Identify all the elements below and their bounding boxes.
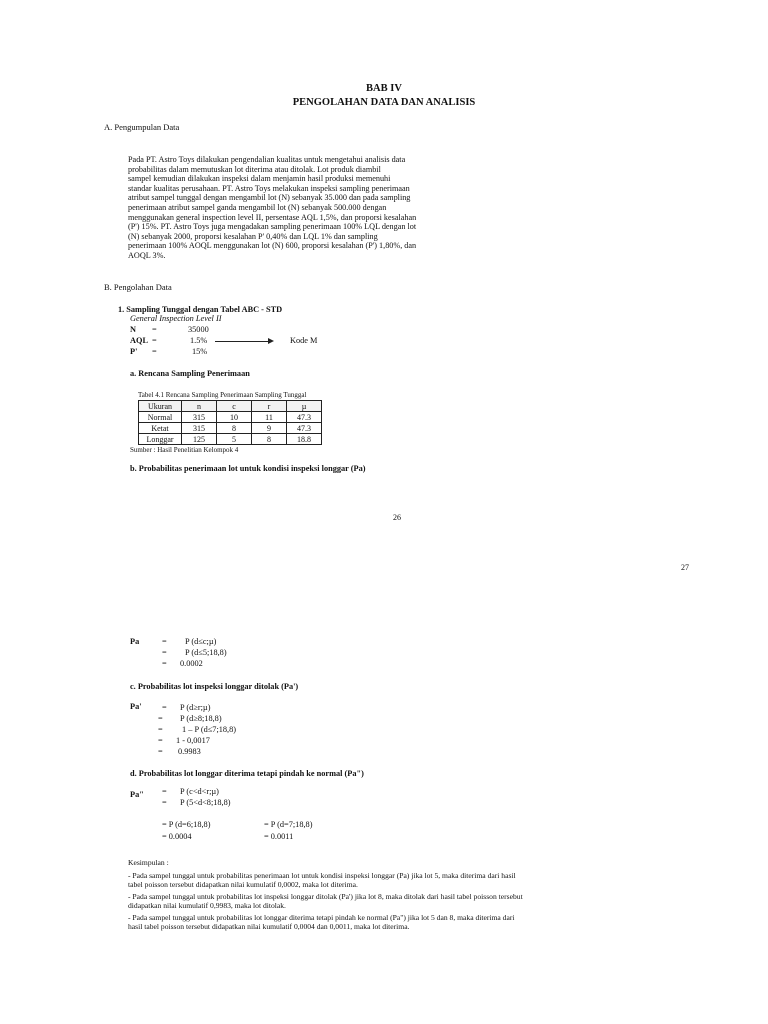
kesimpulan-item: - Pada sampel tunggal untuk probabilitas penerimaan lot untuk kondisi inspeksi longgar (Pa) jika lot 5, maka diterima dari hasil tabel poisson tersebut didapatkan nilai kumulatif 0,0002, maka lot diterima. <box>128 871 516 889</box>
param-label: N <box>130 325 136 334</box>
eq-sign: = <box>158 747 163 756</box>
calc-line: 0.0002 <box>180 659 203 668</box>
eq-sign: = <box>158 725 163 734</box>
paragraph-line: (N) sebanyak 2000, proporsi kesalahan P' 0,40% dan LQL 1% dan sampling <box>128 231 378 241</box>
calc-line: = 0.0004 <box>162 832 192 841</box>
rencana-heading: a. Rencana Sampling Penerimaan <box>130 369 250 378</box>
paragraph-line: Pada PT. Astro Toys dilakukan pengendalian kualitas untuk mengetahui analisis data <box>128 155 406 164</box>
pa1-label: Pa' <box>130 702 142 711</box>
calc-line: P (d≥r;µ) <box>180 703 211 712</box>
pa2-label: Pa" <box>130 790 144 799</box>
paragraph-line: probabilitas dalam memutuskan lot diterima atau ditolak. Lot produk diambil <box>128 164 381 174</box>
param-label: AQL <box>130 336 148 345</box>
table-cell: 10 <box>217 412 252 423</box>
paragraph-line: sampel kemudian dilakukan inspeksi dalam menjamin hasil produksi memenuhi <box>128 174 391 184</box>
calc-line: 1 - 0,0017 <box>176 736 210 745</box>
sampling-table <box>138 400 322 445</box>
kesimpulan-item: - Pada sampel tunggal untuk probabilitas lot inspeksi longgar ditolak (Pa') jika lot 8, maka ditolak dari hasil tabel poisson tersebut didapatkan nilai kumulatif 0,9983, maka lot ditolak. <box>128 892 523 910</box>
sub-heading-sampling-tunggal: 1. Sampling Tunggal dengan Tabel ABC - STD <box>118 305 283 314</box>
table-cell: 5 <box>217 434 252 445</box>
eq-sign: = <box>162 703 167 712</box>
eq-sign: = <box>162 637 167 646</box>
table-cell: 9 <box>252 423 287 434</box>
table-row <box>139 434 322 445</box>
table-cell: 47.3 <box>287 423 322 434</box>
param-eq: = <box>152 347 157 356</box>
table-cell: 125 <box>182 434 217 445</box>
calc-line: P (d≤5;18,8) <box>185 648 227 657</box>
table-cell: 8 <box>217 423 252 434</box>
eq-sign: = <box>162 798 167 807</box>
paragraph-line: AOQL 3%. <box>128 250 166 260</box>
section-a-heading: A. Pengumpulan Data <box>104 122 180 132</box>
calc-line: 0.9983 <box>178 747 201 756</box>
section-b-heading: B. Pengolahan Data <box>104 282 172 292</box>
table-cell: Ketat <box>139 423 182 434</box>
table-caption: Tabel 4.1 Rencana Sampling Penerimaan Sampling Tunggal <box>138 391 307 399</box>
table-cell: 315 <box>182 412 217 423</box>
arrow-right-icon <box>268 338 274 344</box>
eq-sign: = <box>162 648 167 657</box>
kesimpulan-item: - Pada sampel tunggal untuk probabilitas lot longgar diterima tetapi pindah ke normal (Pa") jika lot 5 dan 8, maka diterima dari hasil tabel poisson tersebut didapatkan nilai kumulatif 0,0004 dan 0,0011, maka lot diterima. <box>128 913 515 931</box>
table-cell: 47.3 <box>287 412 322 423</box>
calc-line: P (d≥8;18,8) <box>180 714 222 723</box>
paragraph-line: standar kualitas perusahaan. PT. Astro Toys melakukan inspeksi sampling penerimaan <box>128 183 410 193</box>
eq-sign: = <box>158 714 163 723</box>
paragraph-line: penerimaan atribut sampel ganda mengambil lot (N) sebanyak 500.000 dengan <box>128 202 387 212</box>
table-cell: Longgar <box>139 434 182 445</box>
calc-line: P (c<d<r;µ) <box>180 787 219 796</box>
eq-sign: = <box>162 659 167 668</box>
eq-sign: = <box>162 787 167 796</box>
calc-line: = P (d=7;18,8) <box>264 820 313 829</box>
section-a-paragraph <box>128 155 448 261</box>
page-title: PENGOLAHAN DATA DAN ANALISIS <box>292 97 476 108</box>
paragraph-line: (P') 15%. PT. Astro Toys juga mengadakan sampling penerimaan 100% LQL dengan lot <box>128 222 417 232</box>
calc-line: P (d≤c;µ) <box>185 637 217 646</box>
table-row <box>139 423 322 434</box>
calc-line: 1 – P (d≤7;18,8) <box>182 725 237 734</box>
page-number: 27 <box>681 563 689 572</box>
table-cell: Normal <box>139 412 182 423</box>
table-header: Ukuran <box>139 401 182 412</box>
table-header: n <box>182 401 217 412</box>
table-header: r <box>252 401 287 412</box>
inspection-level: General Inspection Level II <box>130 314 222 323</box>
pa-label: Pa <box>130 637 140 646</box>
kesimpulan-heading: Kesimpulan : <box>128 858 169 867</box>
kode-label: Kode M <box>290 336 318 345</box>
paragraph-line: atribut sampel tunggal dengan mengambil lot (N) sebanyak 35.000 dan pada sampling <box>128 193 411 203</box>
paragraph-line: penerimaan 100% AOQL menggunakan lot (N) 600, proporsi kesalahan (P') 1,80%, dan <box>128 241 417 251</box>
table-cell: 8 <box>252 434 287 445</box>
chapter-title: BAB IV <box>366 83 402 94</box>
table-cell: 315 <box>182 423 217 434</box>
param-eq: = <box>152 336 157 345</box>
table-header-row <box>139 401 322 412</box>
arrow-line <box>215 341 269 342</box>
paragraph-line: menggunakan general inspection level II, persentase AQL 1,5%, dan proporsi kesalahan <box>128 212 417 222</box>
param-value: 15% <box>192 347 208 356</box>
c-heading: c. Probabilitas lot inspeksi longgar ditolak (Pa') <box>130 682 299 691</box>
calc-line: = 0.0011 <box>264 832 294 841</box>
table-header: µ <box>287 401 322 412</box>
table-cell: 11 <box>252 412 287 423</box>
kesimpulan <box>128 858 528 931</box>
b-heading: b. Probabilitas penerimaan lot untuk kondisi inspeksi longgar (Pa) <box>130 464 366 473</box>
d-heading: d. Probabilitas lot longgar diterima tetapi pindah ke normal (Pa") <box>130 769 364 778</box>
calc-line: P (5<d<8;18,8) <box>180 798 231 807</box>
table-source: Sumber : Hasil Penelitian Kelompok 4 <box>130 446 239 454</box>
table-cell: 18.8 <box>287 434 322 445</box>
param-label: P' <box>130 347 138 356</box>
param-value: 35000 <box>188 325 209 334</box>
calc-line: = P (d=6;18,8) <box>162 820 211 829</box>
param-eq: = <box>152 325 157 334</box>
table-row <box>139 412 322 423</box>
param-value: 1.5% <box>190 336 208 345</box>
eq-sign: = <box>158 736 163 745</box>
page-number: 26 <box>393 513 401 522</box>
table-header: c <box>217 401 252 412</box>
